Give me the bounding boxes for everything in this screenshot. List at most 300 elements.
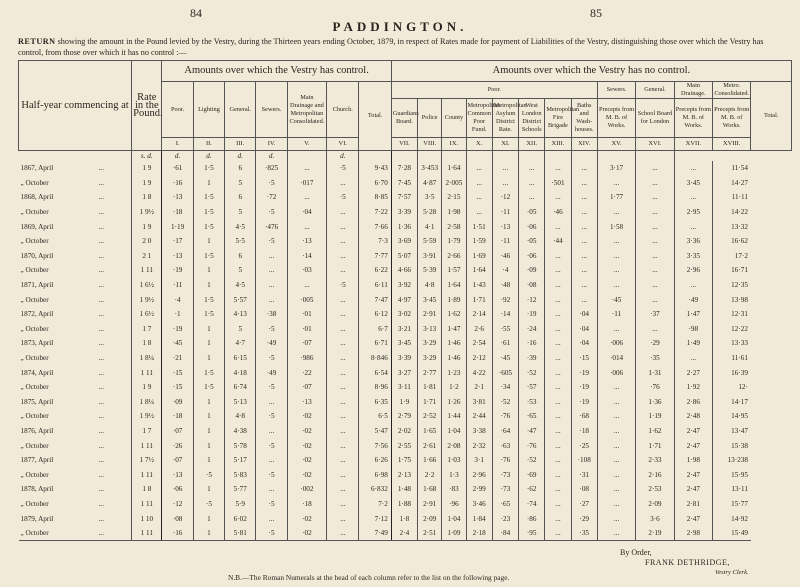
value-cell: 1: [193, 409, 224, 424]
page-title: PADDINGTON.: [332, 19, 468, 34]
row-label: 1872, April ...: [20, 310, 104, 319]
value-cell: 2·99: [466, 482, 492, 497]
half-year-header: Half-year commencing at: [19, 61, 132, 151]
value-cell: 4·18: [225, 365, 256, 380]
value-cell: 1·84: [466, 511, 492, 526]
value-cell: 1·65: [418, 424, 442, 439]
value-cell: ...: [636, 234, 674, 249]
value-cell: ...: [636, 190, 674, 205]
col-district-schools: West London District Schools: [519, 99, 545, 138]
value-cell: 2·15: [442, 190, 466, 205]
value-cell: 2·91: [418, 497, 442, 512]
value-cell: 2·02: [391, 424, 417, 439]
rate-cell: 1 8: [132, 190, 162, 205]
value-cell: 2·86: [674, 395, 712, 410]
value-cell: 14·22: [713, 205, 751, 220]
value-cell: 4·13: [225, 307, 256, 322]
value-cell: ·02: [287, 438, 326, 453]
value-cell: ...: [327, 438, 359, 453]
value-cell: ·5: [327, 278, 359, 293]
value-cell: ·13: [162, 249, 193, 264]
value-cell: ...: [256, 263, 287, 278]
value-cell: ·16: [519, 336, 545, 351]
value-cell: ·24: [519, 322, 545, 337]
value-cell: 3·27: [391, 365, 417, 380]
value-cell: 1·88: [391, 497, 417, 512]
col-sewers: Sewers.: [256, 82, 287, 138]
row-label: „ October ...: [19, 526, 132, 541]
value-cell: ...: [545, 424, 571, 439]
value-cell: 1·48: [391, 482, 417, 497]
value-cell: ...: [636, 176, 674, 191]
signature-role: Vestry Clerk.: [715, 569, 749, 576]
value-cell: ...: [327, 351, 359, 366]
value-cell: ·005: [287, 292, 326, 307]
value-cell: 7·3: [359, 234, 391, 249]
table-row: [19, 511, 792, 526]
units-cell: [674, 151, 712, 162]
value-cell: ·5: [256, 438, 287, 453]
col-church: Church.: [327, 82, 359, 138]
value-cell: 3·02: [391, 307, 417, 322]
table-row: [19, 526, 792, 541]
poor-group-header: Poor.: [391, 82, 597, 99]
value-cell: 1·71: [636, 438, 674, 453]
value-cell: ·48: [492, 278, 518, 293]
numeral: II.: [193, 138, 224, 151]
value-cell: 8·96: [359, 380, 391, 395]
value-cell: 5·07: [391, 249, 417, 264]
value-cell: ·46: [545, 205, 571, 220]
value-cell: 11·61: [713, 351, 751, 366]
value-cell: ...: [519, 161, 545, 176]
value-cell: ·19: [162, 263, 193, 278]
value-cell: ·61: [162, 161, 193, 176]
value-cell: ·08: [162, 511, 193, 526]
value-cell: 3·39: [391, 351, 417, 366]
value-cell: ...: [545, 263, 571, 278]
value-cell: 1: [193, 278, 224, 293]
value-cell: 1·5: [193, 380, 224, 395]
value-cell: ·35: [571, 526, 597, 541]
value-cell: 2·44: [466, 409, 492, 424]
value-cell: ...: [597, 234, 635, 249]
value-cell: ·92: [492, 292, 518, 307]
value-cell: ·25: [571, 438, 597, 453]
value-cell: 1·46: [442, 336, 466, 351]
value-cell: 2·61: [418, 438, 442, 453]
value-cell: ·86: [519, 511, 545, 526]
value-cell: ·45: [492, 351, 518, 366]
value-cell: 3·453: [418, 161, 442, 176]
value-cell: 3·46: [466, 497, 492, 512]
value-cell: 6·7: [359, 322, 391, 337]
value-cell: ·108: [571, 453, 597, 468]
value-cell: 2·47: [674, 438, 712, 453]
value-cell: ·35: [636, 351, 674, 366]
value-cell: 3·92: [391, 278, 417, 293]
value-cell: ...: [327, 322, 359, 337]
value-cell: 2·08: [442, 438, 466, 453]
value-cell: ...: [597, 467, 635, 482]
value-cell: 5·28: [418, 205, 442, 220]
value-cell: 4·5: [225, 278, 256, 293]
col-precepts-consol: Precepts from M. B. of Works.: [713, 99, 751, 138]
value-cell: ·05: [519, 205, 545, 220]
value-cell: ·09: [519, 263, 545, 278]
value-cell: ·62: [519, 482, 545, 497]
value-cell: 1·81: [418, 380, 442, 395]
value-cell: ·825: [256, 161, 287, 176]
value-cell: 2·54: [466, 336, 492, 351]
value-cell: ...: [545, 249, 571, 264]
value-cell: ...: [571, 205, 597, 220]
value-cell: 2·2: [418, 467, 442, 482]
row-label: „ October ...: [20, 295, 104, 304]
value-cell: ...: [597, 409, 635, 424]
value-cell: ...: [597, 526, 635, 541]
value-cell: 1·98: [442, 205, 466, 220]
rate-cell: 1 9: [132, 161, 162, 176]
value-cell: ·12: [162, 497, 193, 512]
value-cell: ...: [545, 351, 571, 366]
value-cell: 2·09: [418, 511, 442, 526]
value-cell: ...: [545, 278, 571, 293]
numeral: XI.: [492, 138, 518, 151]
units-cell: [571, 151, 597, 162]
value-cell: ·72: [256, 190, 287, 205]
value-cell: ...: [674, 219, 712, 234]
value-cell: ·5: [256, 497, 287, 512]
value-cell: 2·51: [418, 526, 442, 541]
row-label: „ October ...: [20, 441, 104, 450]
table-row: [19, 424, 792, 439]
value-cell: 7·12: [359, 511, 391, 526]
value-cell: ...: [327, 467, 359, 482]
value-cell: 1: [193, 438, 224, 453]
value-cell: ...: [597, 497, 635, 512]
col-asylum-district: Metropolitan Asylum District Rate.: [492, 99, 518, 138]
value-cell: ·07: [162, 453, 193, 468]
value-cell: ·014: [597, 351, 635, 366]
value-cell: ...: [466, 205, 492, 220]
value-cell: ·15: [162, 365, 193, 380]
value-cell: 2·77: [418, 365, 442, 380]
units-cell: d.: [225, 151, 256, 162]
value-cell: 3·81: [466, 395, 492, 410]
col-lighting: Lighting: [193, 82, 224, 138]
value-cell: 12·35: [713, 278, 751, 293]
value-cell: ...: [545, 190, 571, 205]
value-cell: ·4: [162, 292, 193, 307]
value-cell: ·47: [519, 424, 545, 439]
value-cell: ...: [674, 161, 712, 176]
value-cell: 6·35: [359, 395, 391, 410]
nocontrol-header: Amounts over which the Vestry has no control.: [391, 61, 791, 82]
value-cell: ·45: [162, 336, 193, 351]
value-cell: ·5: [256, 409, 287, 424]
numeral: X.: [466, 138, 492, 151]
rate-cell: 1 10: [132, 511, 162, 526]
value-cell: ...: [327, 336, 359, 351]
value-cell: ·19: [519, 307, 545, 322]
value-cell: 1·09: [442, 526, 466, 541]
value-cell: ·14: [287, 249, 326, 264]
value-cell: 1·5: [193, 307, 224, 322]
value-cell: 2·55: [391, 438, 417, 453]
value-cell: ·64: [492, 424, 518, 439]
value-cell: ...: [597, 176, 635, 191]
value-cell: 1: [193, 351, 224, 366]
value-cell: ·06: [519, 219, 545, 234]
value-cell: ...: [327, 365, 359, 380]
rate-cell: 1 9: [132, 176, 162, 191]
value-cell: ·37: [636, 307, 674, 322]
value-cell: ·07: [287, 336, 326, 351]
value-cell: ·11: [597, 307, 635, 322]
value-cell: ...: [327, 176, 359, 191]
value-cell: 2·47: [674, 511, 712, 526]
value-cell: ·83: [442, 482, 466, 497]
value-cell: ·19: [571, 365, 597, 380]
value-cell: ·13: [162, 467, 193, 482]
units-cell: d.: [327, 151, 359, 162]
table-row: [19, 453, 792, 468]
value-cell: ·49: [256, 336, 287, 351]
value-cell: ·26: [162, 438, 193, 453]
value-cell: ·09: [162, 395, 193, 410]
numeral: XV.: [597, 138, 635, 151]
value-cell: ...: [256, 482, 287, 497]
value-cell: 8·846: [359, 351, 391, 366]
rate-cell: 1 11: [132, 497, 162, 512]
value-cell: ...: [256, 292, 287, 307]
numeral: XIII.: [545, 138, 571, 151]
value-cell: 5: [225, 322, 256, 337]
value-cell: ·31: [571, 467, 597, 482]
value-cell: ·76: [636, 380, 674, 395]
value-cell: ·04: [571, 322, 597, 337]
value-cell: 11·11: [713, 190, 751, 205]
row-label: 1873, April ...: [20, 339, 104, 348]
value-cell: ...: [674, 351, 712, 366]
value-cell: 1·44: [442, 409, 466, 424]
row-label: 1870, April ...: [20, 251, 104, 260]
value-cell: ...: [545, 307, 571, 322]
value-cell: 1: [193, 322, 224, 337]
value-cell: ...: [287, 190, 326, 205]
value-cell: 1: [193, 482, 224, 497]
value-cell: 2·66: [442, 249, 466, 264]
col-fire-brigade: Metropolitan Fire Brigade: [545, 99, 571, 138]
value-cell: ...: [327, 219, 359, 234]
value-cell: ·03: [287, 263, 326, 278]
value-cell: ...: [571, 292, 597, 307]
control-header: Amounts over which the Vestry has control.: [162, 61, 391, 82]
rate-cell: 1 11: [132, 263, 162, 278]
value-cell: 1·71: [418, 395, 442, 410]
value-cell: 6·70: [359, 176, 391, 191]
value-cell: 1·51: [466, 219, 492, 234]
table-row: [19, 438, 792, 453]
value-cell: 6·22: [359, 263, 391, 278]
value-cell: ·16: [162, 176, 193, 191]
value-cell: ...: [597, 263, 635, 278]
value-cell: ·5: [256, 322, 287, 337]
value-cell: 11·54: [713, 161, 751, 176]
col-total-control: Total.: [359, 82, 391, 151]
row-label: 1874, April ...: [20, 368, 104, 377]
value-cell: 3·6: [636, 511, 674, 526]
value-cell: ...: [571, 263, 597, 278]
value-cell: 2·96: [674, 263, 712, 278]
rates-table: [18, 60, 792, 541]
value-cell: 2·98: [674, 526, 712, 541]
value-cell: 3·36: [674, 234, 712, 249]
value-cell: ·14: [492, 307, 518, 322]
value-cell: 1·58: [597, 219, 635, 234]
value-cell: ...: [571, 161, 597, 176]
value-cell: 2·19: [636, 526, 674, 541]
value-cell: 1: [193, 336, 224, 351]
value-cell: 1·3: [442, 467, 466, 482]
value-cell: ·04: [571, 307, 597, 322]
row-label: 1878, April ...: [20, 485, 104, 494]
value-cell: ·12: [519, 292, 545, 307]
value-cell: ...: [636, 322, 674, 337]
value-cell: 3·17: [597, 161, 635, 176]
col-baths: Baths and Wash-houses.: [571, 99, 597, 138]
row-label: „ October ...: [20, 178, 104, 187]
value-cell: ·39: [519, 351, 545, 366]
value-cell: 1·5: [193, 190, 224, 205]
table-row: [19, 351, 792, 366]
value-cell: 2·47: [674, 424, 712, 439]
value-cell: ·96: [442, 497, 466, 512]
row-label: 1876, April ...: [20, 426, 104, 435]
value-cell: ·16: [162, 526, 193, 541]
value-cell: 1·31: [636, 365, 674, 380]
units-cell: d.: [256, 151, 287, 162]
value-cell: 1·71: [466, 292, 492, 307]
value-cell: ·5: [193, 497, 224, 512]
value-cell: 2·47: [674, 482, 712, 497]
value-cell: 4·8: [418, 278, 442, 293]
value-cell: ...: [571, 219, 597, 234]
value-cell: 1·5: [193, 292, 224, 307]
value-cell: 3·35: [674, 249, 712, 264]
value-cell: 6·26: [359, 453, 391, 468]
value-cell: ·46: [492, 249, 518, 264]
value-cell: ·18: [287, 497, 326, 512]
value-cell: ·76: [492, 453, 518, 468]
value-cell: ·08: [519, 278, 545, 293]
value-cell: ·5: [256, 380, 287, 395]
units-cell: [391, 151, 417, 162]
value-cell: 3·45: [418, 292, 442, 307]
value-cell: 13·32: [713, 219, 751, 234]
value-cell: 1·23: [442, 365, 466, 380]
value-cell: ·15: [162, 380, 193, 395]
value-cell: ·73: [492, 482, 518, 497]
value-cell: ·11: [492, 234, 518, 249]
value-cell: ·74: [519, 497, 545, 512]
value-cell: 6·15: [225, 351, 256, 366]
row-label: 1867, April ...: [20, 164, 104, 173]
value-cell: ·01: [287, 322, 326, 337]
col-total-nocontrol: Total.: [751, 82, 792, 151]
value-cell: 6·832: [359, 482, 391, 497]
value-cell: 6: [225, 190, 256, 205]
value-cell: ·52: [519, 453, 545, 468]
value-cell: 14·17: [713, 395, 751, 410]
value-cell: ...: [597, 205, 635, 220]
value-cell: ·02: [287, 467, 326, 482]
value-cell: 2·6: [466, 322, 492, 337]
value-cell: ...: [327, 307, 359, 322]
value-cell: 1·04: [442, 424, 466, 439]
rate-cell: 1 8¼: [132, 395, 162, 410]
value-cell: ...: [466, 190, 492, 205]
table-row: [19, 322, 792, 337]
table-row: [19, 482, 792, 497]
value-cell: ·17: [162, 234, 193, 249]
value-cell: 1: [193, 453, 224, 468]
value-cell: ...: [545, 467, 571, 482]
value-cell: 2·32: [466, 438, 492, 453]
units-cell: [19, 151, 132, 162]
value-cell: 2·14: [466, 307, 492, 322]
row-label: „ October ...: [20, 237, 104, 246]
units-row: [19, 151, 792, 162]
col-guardians: Guardians Board.: [391, 99, 417, 138]
value-cell: ·18: [162, 409, 193, 424]
value-cell: ...: [571, 190, 597, 205]
row-label: „ October ...: [20, 354, 104, 363]
value-cell: ...: [519, 176, 545, 191]
value-cell: ...: [327, 511, 359, 526]
value-cell: ·07: [162, 424, 193, 439]
value-cell: 6·11: [359, 278, 391, 293]
value-cell: 1·47: [674, 307, 712, 322]
value-cell: ...: [327, 249, 359, 264]
table-row: [19, 249, 792, 264]
value-cell: 1·89: [442, 292, 466, 307]
footnote: N.B.—The Roman Numerals at the head of each column refer to the list on the following page.: [228, 573, 510, 582]
col-main-drainage: Main Drainage and Metropolitan Consolidated.: [287, 82, 326, 138]
value-cell: 1·8: [391, 511, 417, 526]
value-cell: 3·69: [391, 234, 417, 249]
value-cell: 3·38: [466, 424, 492, 439]
value-cell: ·04: [571, 336, 597, 351]
value-cell: ·5: [193, 467, 224, 482]
value-cell: 1: [193, 263, 224, 278]
value-cell: ...: [545, 161, 571, 176]
value-cell: 5·78: [225, 438, 256, 453]
value-cell: ...: [545, 409, 571, 424]
numeral: XVI.: [636, 138, 674, 151]
value-cell: 1·62: [442, 307, 466, 322]
value-cell: 5·5: [225, 234, 256, 249]
value-cell: 2·95: [674, 205, 712, 220]
value-cell: 6·74: [225, 380, 256, 395]
value-cell: ...: [519, 190, 545, 205]
value-cell: 13·33: [713, 336, 751, 351]
value-cell: 5·47: [359, 424, 391, 439]
value-cell: ·04: [287, 205, 326, 220]
value-cell: 1·64: [442, 161, 466, 176]
col-county: County: [442, 99, 466, 138]
